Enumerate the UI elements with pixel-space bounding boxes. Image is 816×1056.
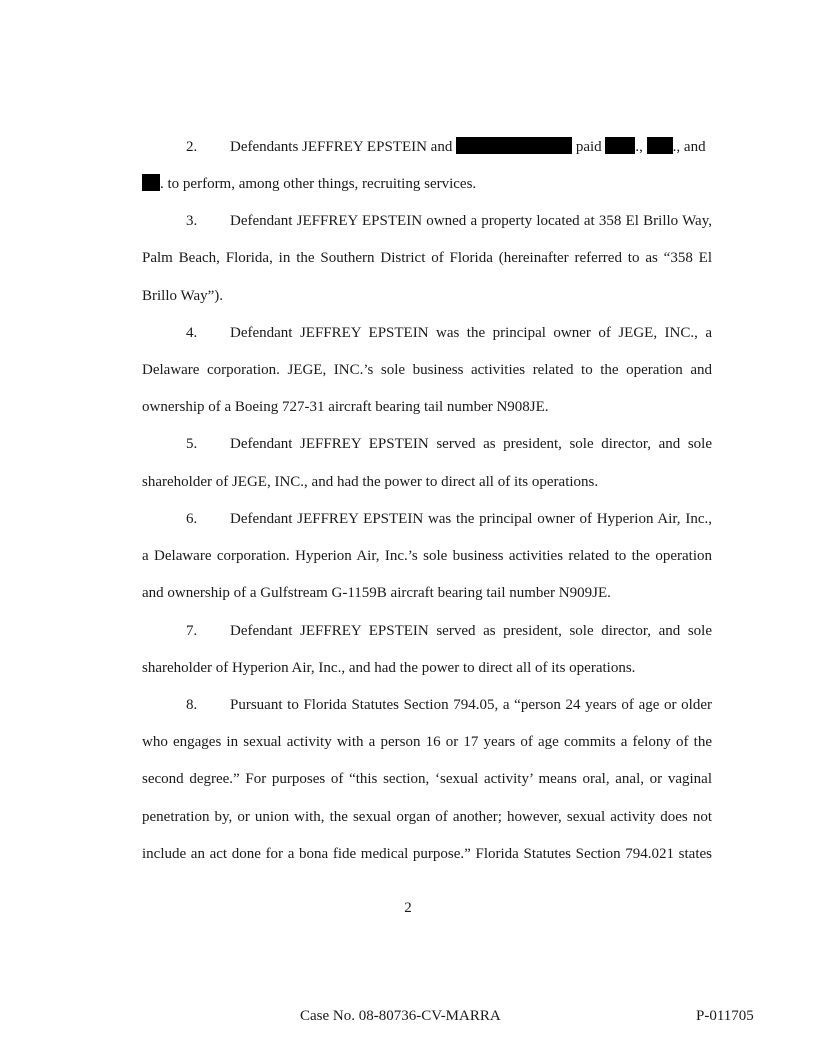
paragraph-6-line-3: and ownership of a Gulfstream G-1159B aircraft bearing tail number N909JE.: [142, 585, 611, 601]
paragraph-number: 6.: [186, 511, 198, 527]
redaction-box: [605, 137, 635, 154]
paragraph-5-line-2: shareholder of JEGE, INC., and had the power to direct all of its operations.: [142, 474, 599, 490]
paragraph-2-line-2: . to perform, among other things, recruiting services.: [142, 174, 712, 194]
paragraph-2-line-1: 2. Defendants JEFFREY EPSTEIN and paid ., ., and: [142, 137, 712, 157]
paragraph-8-line-3: second degree.” For purposes of “this section, ‘sexual activity’ means oral, anal, or vaginal: [142, 771, 712, 787]
bates-number: P-011705: [696, 1008, 754, 1024]
paragraph-number: 8.: [186, 697, 198, 713]
paragraph-8-line-5: include an act done for a bona fide medical purpose.” Florida Statutes Section 794.021 states: [142, 846, 712, 862]
redaction-box: [456, 137, 572, 154]
paragraph-7-line-2: shareholder of Hyperion Air, Inc., and had the power to direct all of its operations.: [142, 660, 636, 676]
page-number: 2: [404, 900, 412, 916]
paragraph-number: 7.: [186, 623, 198, 639]
paragraph-3-line-1: 3. Defendant JEFFREY EPSTEIN owned a property located at 358 El Brillo Way,: [142, 211, 712, 231]
paragraph-number: 2.: [186, 139, 198, 155]
case-number: Case No. 08-80736-CV-MARRA: [300, 1008, 501, 1024]
paragraph-8-line-4: penetration by, or union with, the sexual organ of another; however, sexual activity does not: [142, 809, 712, 825]
paragraph-8-line-2: who engages in sexual activity with a person 16 or 17 years of age commits a felony of the: [142, 734, 712, 750]
paragraph-number: 5.: [186, 436, 198, 452]
paragraph-5-line-1: 5. Defendant JEFFREY EPSTEIN served as president, sole director, and sole: [142, 434, 712, 454]
paragraph-3-line-3: Brillo Way”).: [142, 288, 223, 304]
paragraph-6-line-1: 6. Defendant JEFFREY EPSTEIN was the principal owner of Hyperion Air, Inc.,: [142, 509, 712, 529]
paragraph-3-line-2: Palm Beach, Florida, in the Southern District of Florida (hereinafter referred to as “358 El: [142, 250, 712, 266]
redaction-box: [647, 137, 673, 154]
paragraph-number: 3.: [186, 213, 198, 229]
paragraph-4-line-2: Delaware corporation. JEGE, INC.’s sole business activities related to the operation and: [142, 362, 712, 378]
paragraph-8-line-1: 8. Pursuant to Florida Statutes Section 794.05, a “person 24 years of age or older: [142, 695, 712, 715]
paragraph-4-line-3: ownership of a Boeing 727-31 aircraft bearing tail number N908JE.: [142, 399, 549, 415]
paragraph-number: 4.: [186, 325, 198, 341]
paragraph-7-line-1: 7. Defendant JEFFREY EPSTEIN served as president, sole director, and sole: [142, 621, 712, 641]
paragraph-6-line-2: a Delaware corporation. Hyperion Air, Inc.’s sole business activities related to the operation: [142, 548, 712, 564]
redaction-box: [142, 174, 160, 191]
paragraph-4-line-1: 4. Defendant JEFFREY EPSTEIN was the principal owner of JEGE, INC., a: [142, 323, 712, 343]
